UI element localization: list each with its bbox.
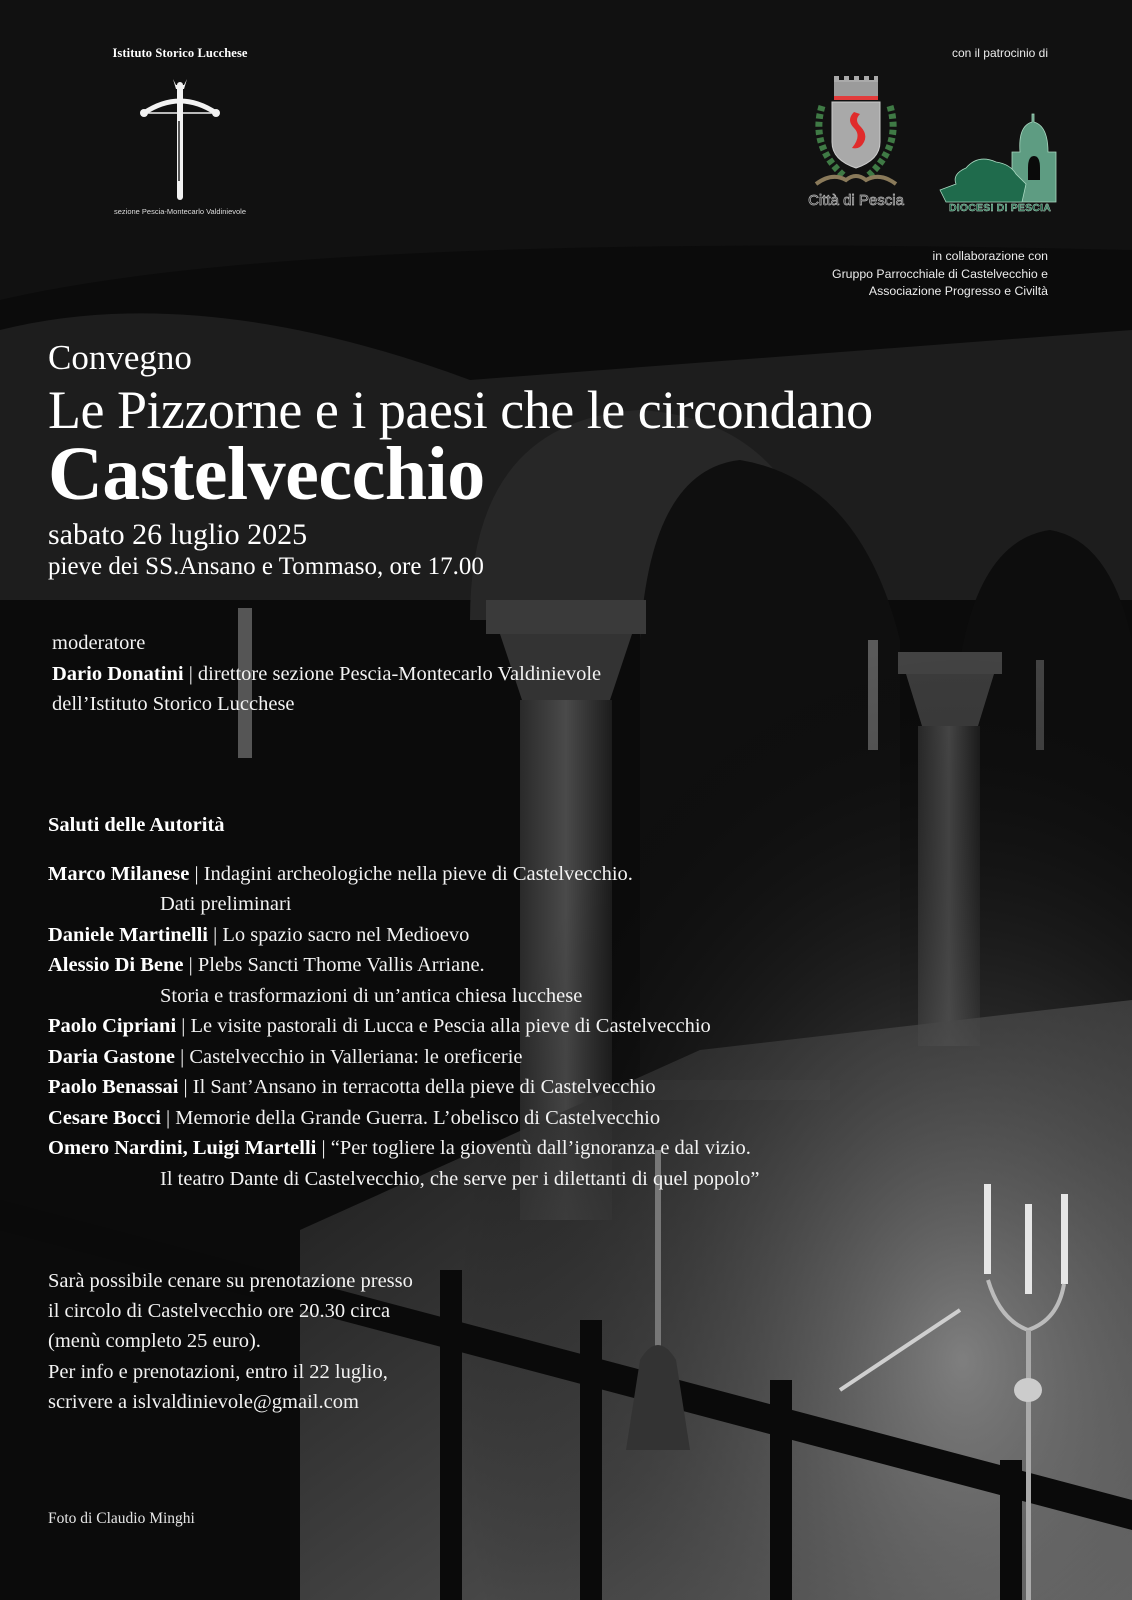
separator: |: [194, 862, 199, 885]
collaboration-partner: Gruppo Parrocchiale di Castelvecchio e: [832, 266, 1048, 281]
institute-name: Istituto Storico Lucchese: [112, 46, 248, 60]
collaboration-partner: Associazione Progresso e Civiltà: [868, 284, 1048, 298]
moderator-role: direttore sezione Pescia-Montecarlo Valdinievole: [197, 662, 602, 685]
separator: |: [183, 1076, 188, 1098]
talk-title: Memorie della Grande Guerra. L’obelisco di Castelvecchio: [175, 1106, 661, 1129]
dinner-line: Per info e prenotazioni, entro il 22 luglio,: [48, 1360, 388, 1383]
institute-logo-block: [100, 46, 260, 216]
event-title-block: [48, 336, 1098, 582]
event-date: sabato 26 luglio 2025: [48, 518, 308, 551]
separator: |: [188, 954, 193, 976]
talk-list: [48, 859, 759, 1195]
talk-title-continued: Storia e trasformazioni di un’antica chiesa lucchese: [160, 984, 583, 1007]
talk-title: “Per togliere la gioventù dall’ignoranza e dal vizio.: [330, 1137, 751, 1159]
dinner-info: [48, 1266, 413, 1417]
speaker-name: Paolo Cipriani: [48, 1015, 177, 1037]
talk-item: [48, 950, 759, 1011]
patronage-label: con il patrocinio di: [951, 46, 1048, 60]
church-icon: [938, 108, 1062, 206]
diocesi-di-pescia-logo: [938, 108, 1062, 214]
institute-section: sezione Pescia-Montecarlo Valdinievole: [113, 207, 246, 216]
talk-title: Lo spazio sacro nel Medioevo: [222, 923, 470, 946]
moderator-block: [52, 628, 601, 720]
speaker-name: Cesare Bocci: [48, 1106, 161, 1129]
photo-credit: Foto di Claudio Minghi: [48, 1510, 195, 1527]
moderator-name: Dario Donatini: [52, 662, 184, 685]
talk-item: [48, 859, 759, 920]
speaker-name: Omero Nardini, Luigi Martelli: [48, 1137, 317, 1159]
talk-item: [48, 1133, 759, 1194]
separator: |: [166, 1106, 171, 1129]
separator: |: [180, 1045, 185, 1068]
dinner-line: (menù completo 25 euro).: [48, 1330, 261, 1353]
patron-name-diocesi: DIOCESI DI PESCIA: [948, 202, 1051, 214]
contact-email-line[interactable]: scrivere a islvaldinievole@gmail.com: [48, 1390, 359, 1413]
speaker-name: Alessio Di Bene: [48, 954, 184, 976]
event-place: Castelvecchio: [48, 432, 485, 516]
event-title: Le Pizzorne e i paesi che le circondano: [48, 380, 873, 440]
talk-item: [48, 1042, 759, 1073]
programme-heading: Saluti delle Autorità: [48, 814, 225, 836]
programme: [48, 810, 759, 1194]
speaker-name: Paolo Benassai: [48, 1076, 179, 1098]
speaker-name: Daria Gastone: [48, 1045, 175, 1068]
talk-title-continued: Dati preliminari: [160, 893, 292, 915]
talk-title: Il Sant’Ansano in terracotta della pieve di Castelvecchio: [192, 1076, 656, 1098]
dinner-line: Sarà possibile cenare su prenotazione presso: [48, 1270, 413, 1292]
collaboration-block: [832, 248, 1048, 301]
talk-item: [48, 1072, 759, 1103]
event-venue: pieve dei SS.Ansano e Tommaso, ore 17.00: [48, 553, 484, 580]
talk-item: [48, 1103, 759, 1134]
event-type: Convegno: [48, 338, 192, 377]
talk-title: Plebs Sancti Thome Vallis Arriane.: [197, 954, 485, 976]
talk-item: [48, 920, 759, 951]
patron-name-pescia: Città di Pescia: [808, 192, 904, 209]
talk-title: Castelvecchio in Valleriana: le oreficerie: [189, 1045, 523, 1068]
separator: |: [213, 923, 218, 946]
crossbow-icon: [140, 71, 220, 201]
citta-di-pescia-logo: [796, 76, 916, 209]
moderator-label: moderatore: [52, 632, 146, 654]
separator: |: [188, 662, 193, 685]
dinner-line: il circolo di Castelvecchio ore 20.30 circa: [48, 1300, 391, 1323]
talk-item: [48, 1011, 759, 1042]
talk-title-continued: Il teatro Dante di Castelvecchio, che serve per i dilettanti di quel popolo”: [160, 1167, 760, 1190]
separator: |: [181, 1015, 186, 1037]
speaker-name: Daniele Martinelli: [48, 923, 208, 946]
collaboration-label: in collaborazione con: [932, 249, 1048, 263]
talk-title: Le visite pastorali di Lucca e Pescia alla pieve di Castelvecchio: [190, 1015, 711, 1037]
moderator-role-continued: dell’Istituto Storico Lucchese: [52, 693, 295, 715]
speaker-name: Marco Milanese: [48, 862, 190, 885]
talk-title: Indagini archeologiche nella pieve di Castelvecchio.: [203, 862, 633, 885]
separator: |: [321, 1137, 326, 1159]
coat-of-arms-icon: [808, 76, 904, 194]
